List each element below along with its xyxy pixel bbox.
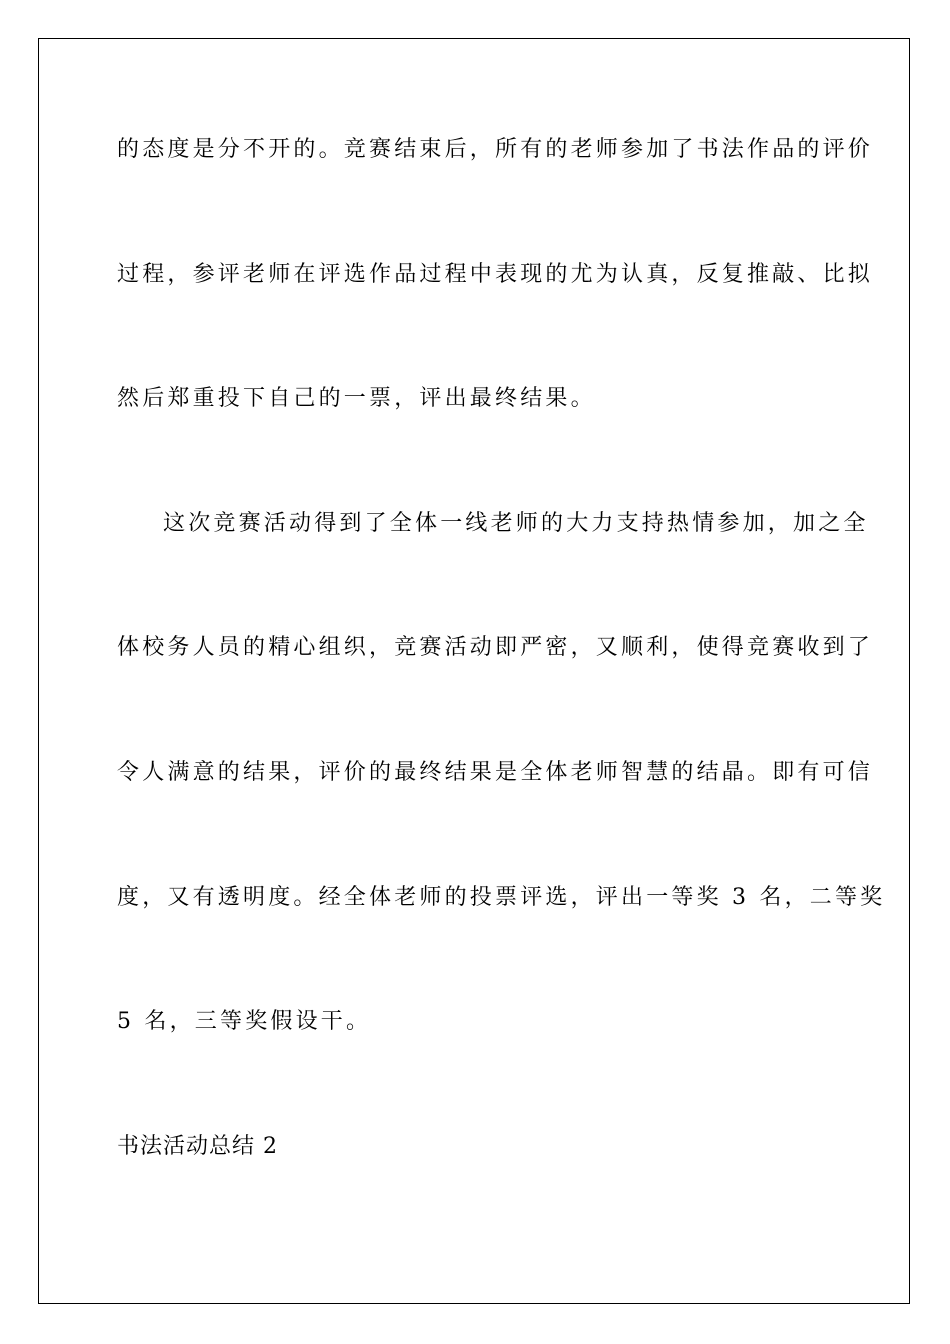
text-line-5: 体校务人员的精心组织，竞赛活动即严密，又顺利，使得竞赛收到了 bbox=[117, 635, 874, 660]
text-line-8: 5 名，三等奖假设干。 bbox=[117, 1009, 372, 1034]
text-line-6: 令人满意的结果，评价的最终结果是全体老师智慧的结晶。即有可信 bbox=[117, 760, 874, 785]
text-line-4: 这次竞赛活动得到了全体一线老师的大力支持热情参加，加之全 bbox=[163, 511, 869, 536]
text-line-7: 度，又有透明度。经全体老师的投票评选，评出一等奖 3 名，二等奖 bbox=[117, 885, 886, 910]
text-line-2: 过程，参评老师在评选作品过程中表现的尤为认真，反复推敲、比拟 bbox=[117, 262, 874, 287]
text-line-3: 然后郑重投下自己的一票，评出最终结果。 bbox=[117, 386, 596, 411]
page-border bbox=[38, 38, 910, 1304]
section-heading: 书法活动总结 2 bbox=[117, 1134, 278, 1159]
text-line-1: 的态度是分不开的。竞赛结束后，所有的老师参加了书法作品的评价 bbox=[117, 137, 874, 162]
